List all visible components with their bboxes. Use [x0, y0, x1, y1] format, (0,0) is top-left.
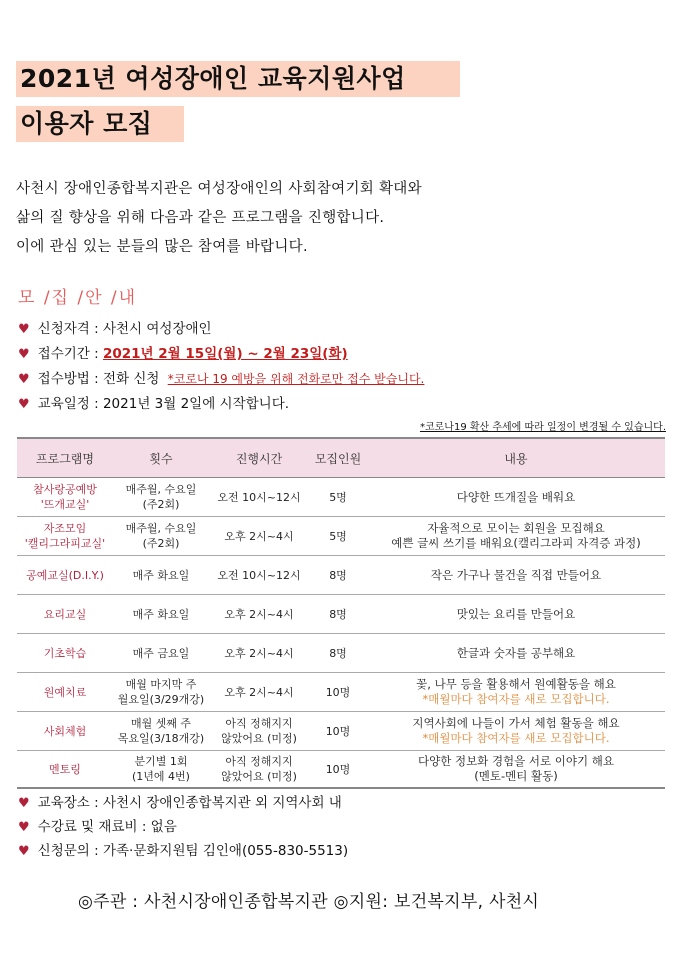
cell-count — [113, 517, 209, 556]
cell-time-line: 아직 정해지지 — [225, 717, 293, 730]
cell-time-line: 오전 10시~12시 — [217, 490, 301, 504]
cell-count-line: 매월 셋째 주 — [130, 717, 192, 730]
cell-count — [113, 751, 209, 789]
table-row — [17, 517, 665, 556]
program-table — [17, 437, 665, 789]
info-value: 신청문의 : 가족·문화지원팀 김인애(055-830-5513) — [37, 843, 349, 859]
cell-program-line: 멘토링 — [49, 762, 81, 776]
cell-content-line: 한글과 숫자를 공부해요 — [456, 645, 576, 660]
info-place — [18, 791, 342, 811]
cell-content-line: *매월마다 참여자를 새로 모집합니다. — [422, 692, 610, 706]
cell-count-line: (주2회) — [142, 498, 180, 511]
cell-program — [17, 673, 113, 712]
info-fee — [18, 815, 177, 835]
cell-time — [209, 751, 309, 789]
cell-count-line: 목요일(3/18개강) — [117, 732, 205, 745]
cell-content-line: 지역사회에 나들이 가서 체험 활동을 해요 — [412, 716, 620, 730]
info-method — [18, 367, 424, 387]
table-row — [17, 712, 665, 751]
cell-content — [367, 634, 665, 673]
cell-program-line: 기초학습 — [43, 646, 87, 660]
info-label: 접수기간 : — [37, 346, 99, 362]
cell-time-line: 오전 10시~12시 — [217, 568, 301, 582]
intro-line: 사천시 장애인종합복지관은 여성장애인의 사회참여기회 확대와 — [16, 181, 422, 197]
cell-count — [113, 634, 209, 673]
cell-people — [309, 751, 367, 789]
cell-time-line: 아직 정해지지 — [225, 755, 293, 768]
cell-time — [209, 673, 309, 712]
heart-icon: ♥ — [18, 796, 30, 811]
cell-program-line: '뜨개교실' — [40, 498, 90, 511]
title-line-1: 2021년 여성장애인 교육지원사업 — [16, 61, 460, 97]
header-count: 횟수 — [113, 438, 209, 478]
cell-program-line: '캘리그라피교실' — [24, 537, 106, 550]
cell-count-line: 분기별 1회 — [134, 755, 188, 768]
heart-icon: ♥ — [18, 397, 30, 412]
table-row — [17, 634, 665, 673]
cell-content — [367, 478, 665, 517]
header-time: 진행시간 — [209, 438, 309, 478]
cell-program-line: 요리교실 — [43, 607, 87, 621]
cell-program — [17, 712, 113, 751]
cell-time — [209, 556, 309, 595]
intro-text — [16, 175, 422, 262]
cell-people-line: 8명 — [329, 568, 347, 582]
intro-line: 삶의 질 향상을 위해 다음과 같은 프로그램을 진행합니다. — [16, 210, 385, 226]
info-eligibility — [18, 317, 212, 337]
table-row — [17, 673, 665, 712]
cell-content — [367, 595, 665, 634]
cell-count-line: 매주 화요일 — [132, 568, 190, 582]
cell-time-line: 오후 2시~4시 — [224, 646, 294, 660]
cell-program-line: 참사랑공예방 — [33, 483, 97, 496]
cell-people-line: 5명 — [329, 529, 347, 543]
heart-icon: ♥ — [18, 820, 30, 835]
table-row — [17, 556, 665, 595]
table-note: *코로나19 확산 추세에 따라 일정이 변경될 수 있습니다. — [419, 422, 666, 433]
recruit-heading: 모 /집 /안 /내 — [18, 288, 138, 308]
cell-program-line: 공예교실(D.I.Y.) — [26, 568, 104, 582]
cell-content — [367, 751, 665, 789]
info-schedule — [18, 392, 289, 412]
footer-organizers: ◎주관 : 사천시장애인종합복지관 ◎지원: 보건복지부, 사천시 — [78, 892, 540, 912]
heart-icon: ♥ — [18, 347, 30, 362]
cell-program-line: 원예치료 — [43, 685, 87, 699]
table-row — [17, 751, 665, 789]
cell-time-line: 오후 2시~4시 — [224, 685, 294, 699]
cell-program — [17, 517, 113, 556]
cell-count-line: (1년에 4번) — [132, 770, 190, 783]
cell-people-line: 5명 — [329, 490, 347, 504]
info-value: 교육장소 : 사천시 장애인종합복지관 외 지역사회 내 — [37, 795, 342, 811]
heart-icon: ♥ — [18, 844, 30, 859]
info-value: 2021년 2월 15일(월) ~ 2월 23일(화) — [102, 346, 348, 362]
cell-content — [367, 556, 665, 595]
info-note: *코로나 19 예방을 위해 전화로만 접수 받습니다. — [167, 372, 425, 386]
info-contact — [18, 839, 348, 859]
table-row — [17, 478, 665, 517]
cell-program — [17, 634, 113, 673]
cell-content-line: 자율적으로 모이는 회원을 모집해요 — [427, 521, 605, 535]
cell-content-line: 예쁜 글씨 쓰기를 배워요(캘리그라피 자격증 과정) — [391, 536, 641, 550]
cell-count-line: 매주월, 수요일 — [125, 483, 197, 496]
cell-count — [113, 595, 209, 634]
cell-program — [17, 595, 113, 634]
cell-people — [309, 634, 367, 673]
cell-time-line: 오후 2시~4시 — [224, 529, 294, 543]
cell-people-line: 10명 — [325, 724, 351, 738]
cell-count — [113, 673, 209, 712]
cell-content — [367, 517, 665, 556]
info-label: 접수방법 : — [37, 371, 99, 387]
cell-people — [309, 712, 367, 751]
cell-program-line: 사회체험 — [43, 724, 87, 738]
intro-line: 이에 관심 있는 분들의 많은 참여를 바랍니다. — [16, 239, 308, 255]
cell-content-line: (멘토-멘티 활동) — [474, 769, 558, 783]
header-content: 내용 — [367, 438, 665, 478]
cell-people — [309, 595, 367, 634]
cell-people-line: 10명 — [325, 685, 351, 699]
cell-time — [209, 595, 309, 634]
cell-content — [367, 673, 665, 712]
cell-content — [367, 712, 665, 751]
heart-icon: ♥ — [18, 372, 30, 387]
cell-people — [309, 517, 367, 556]
cell-content-line: 다양한 정보화 경험을 서로 이야기 해요 — [417, 754, 615, 768]
cell-content-line: *매월마다 참여자를 새로 모집합니다. — [422, 731, 610, 745]
info-label: 신청자격 : — [37, 321, 99, 337]
cell-count-line: 월요일(3/29개강) — [117, 693, 205, 706]
cell-count-line: 매주월, 수요일 — [125, 522, 197, 535]
info-period — [18, 342, 348, 362]
cell-time-line: 않았어요 (미정) — [221, 770, 297, 783]
cell-people-line: 8명 — [329, 607, 347, 621]
cell-time — [209, 478, 309, 517]
title-line-2: 이용자 모집 — [16, 106, 184, 142]
cell-content-line: 맛있는 요리를 만들어요 — [456, 606, 576, 621]
table-header-row — [17, 438, 665, 478]
table-row — [17, 595, 665, 634]
info-value: 전화 신청 — [102, 371, 160, 387]
cell-people-line: 8명 — [329, 646, 347, 660]
cell-time — [209, 712, 309, 751]
cell-count — [113, 478, 209, 517]
cell-content-line: 다양한 뜨개질을 배워요 — [456, 489, 576, 504]
cell-people — [309, 556, 367, 595]
info-value: 2021년 3월 2일에 시작합니다. — [102, 396, 290, 412]
cell-program-line: 자조모임 — [43, 522, 87, 535]
cell-people-line: 10명 — [325, 762, 351, 776]
cell-count-line: 매주 화요일 — [132, 607, 190, 621]
cell-time-line: 오후 2시~4시 — [224, 607, 294, 621]
header-people: 모집인원 — [309, 438, 367, 478]
cell-program — [17, 751, 113, 789]
cell-people — [309, 673, 367, 712]
cell-time — [209, 634, 309, 673]
cell-count-line: 매월 마지막 주 — [125, 678, 197, 691]
heart-icon: ♥ — [18, 322, 30, 337]
cell-count-line: (주2회) — [142, 537, 180, 550]
cell-people — [309, 478, 367, 517]
cell-program — [17, 556, 113, 595]
info-label: 교육일정 : — [37, 396, 99, 412]
info-value: 수강료 및 재료비 : 없음 — [37, 819, 177, 835]
cell-time — [209, 517, 309, 556]
info-value: 사천시 여성장애인 — [102, 321, 212, 337]
cell-content-line: 작은 가구나 물건을 직접 만들어요 — [430, 567, 602, 582]
cell-count-line: 매주 금요일 — [132, 646, 190, 660]
cell-time-line: 않았어요 (미정) — [221, 732, 297, 745]
header-program: 프로그램명 — [17, 438, 113, 478]
cell-count — [113, 556, 209, 595]
cell-program — [17, 478, 113, 517]
cell-content-line: 꽃, 나무 등을 활용해서 원예활동을 해요 — [416, 677, 616, 691]
cell-count — [113, 712, 209, 751]
